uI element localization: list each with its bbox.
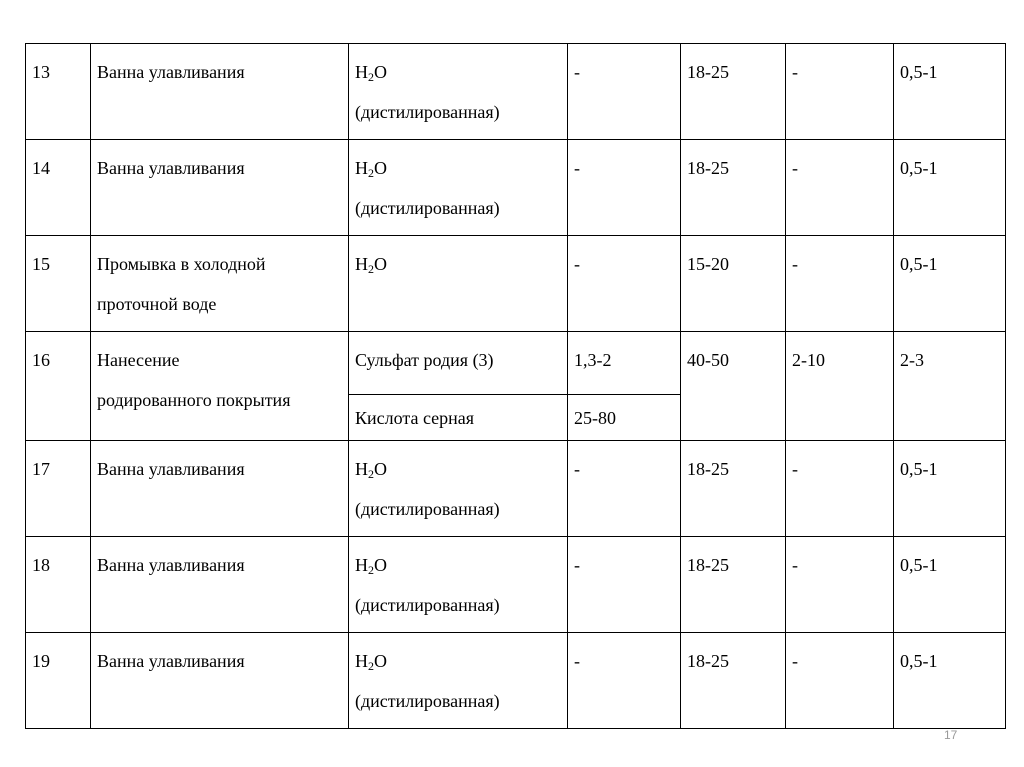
component-cell <box>349 633 568 729</box>
concentration: 1,3-2 <box>568 332 681 395</box>
chemical-formula: $H_2O$ <box>355 555 387 577</box>
component-note: (дистилированная) <box>355 691 500 711</box>
duration: 0,5-1 <box>894 140 1006 236</box>
component-cell <box>349 236 568 332</box>
component-note: (дистилированная) <box>355 198 500 218</box>
current-density: 2-10 <box>786 332 894 441</box>
row-number: 19 <box>26 633 91 729</box>
temperature: 15-20 <box>681 236 786 332</box>
row-number: 18 <box>26 537 91 633</box>
component-note: (дистилированная) <box>355 595 500 615</box>
chemical-formula: $H_2O$ <box>355 651 387 673</box>
table-row <box>26 332 1006 395</box>
chemical-formula: $H_2O$ <box>355 459 387 481</box>
current-density: - <box>786 236 894 332</box>
current-density: - <box>786 537 894 633</box>
row-number: 14 <box>26 140 91 236</box>
component-cell <box>349 441 568 537</box>
duration: 0,5-1 <box>894 441 1006 537</box>
chemical-formula: $H_2O$ <box>355 254 387 276</box>
concentration: - <box>568 537 681 633</box>
chemical-formula: $H_2O$ <box>355 62 387 84</box>
component-note: (дистилированная) <box>355 102 500 122</box>
row-number: 15 <box>26 236 91 332</box>
temperature: 18-25 <box>681 441 786 537</box>
operation-name: Ванна улавливания <box>91 44 349 140</box>
row-number: 16 <box>26 332 91 441</box>
concentration: - <box>568 140 681 236</box>
process-table <box>25 43 1006 729</box>
concentration: - <box>568 441 681 537</box>
component-note: (дистилированная) <box>355 499 500 519</box>
operation-name: Промывка в холодной проточной воде <box>91 236 349 332</box>
component-cell: Кислота серная <box>349 395 568 441</box>
concentration: - <box>568 236 681 332</box>
page-number: 17 <box>944 728 958 742</box>
duration: 0,5-1 <box>894 236 1006 332</box>
operation-name: Ванна улавливания <box>91 441 349 537</box>
temperature: 18-25 <box>681 537 786 633</box>
row-number: 17 <box>26 441 91 537</box>
temperature: 18-25 <box>681 140 786 236</box>
concentration: - <box>568 633 681 729</box>
concentration: - <box>568 44 681 140</box>
operation-name: Нанесение родированного покрытия <box>91 332 349 441</box>
component-cell <box>349 140 568 236</box>
duration: 2-3 <box>894 332 1006 441</box>
current-density: - <box>786 140 894 236</box>
table-row <box>26 441 1006 537</box>
duration: 0,5-1 <box>894 537 1006 633</box>
component-cell: Сульфат родия (3) <box>349 332 568 395</box>
current-density: - <box>786 633 894 729</box>
table-row <box>26 633 1006 729</box>
temperature: 18-25 <box>681 633 786 729</box>
operation-name: Ванна улавливания <box>91 140 349 236</box>
component-cell <box>349 537 568 633</box>
operation-name: Ванна улавливания <box>91 537 349 633</box>
table-row <box>26 140 1006 236</box>
temperature: 40-50 <box>681 332 786 441</box>
table-row <box>26 537 1006 633</box>
row-number: 13 <box>26 44 91 140</box>
temperature: 18-25 <box>681 44 786 140</box>
current-density: - <box>786 44 894 140</box>
duration: 0,5-1 <box>894 633 1006 729</box>
table-row <box>26 44 1006 140</box>
chemical-formula: $H_2O$ <box>355 158 387 180</box>
current-density: - <box>786 441 894 537</box>
component-cell <box>349 44 568 140</box>
operation-name: Ванна улавливания <box>91 633 349 729</box>
concentration: 25-80 <box>568 395 681 441</box>
duration: 0,5-1 <box>894 44 1006 140</box>
table-row <box>26 236 1006 332</box>
